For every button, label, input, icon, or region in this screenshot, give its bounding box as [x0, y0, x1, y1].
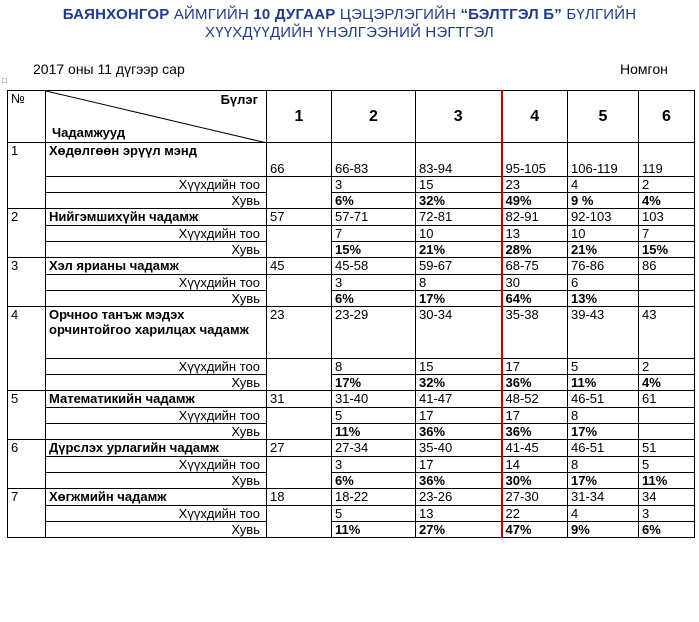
score-range-cell: 45	[267, 258, 332, 275]
table-row	[8, 408, 695, 424]
score-range-cell: 66	[267, 143, 332, 177]
percent-cell	[267, 522, 332, 538]
child-count-cell: 3	[639, 506, 695, 522]
score-range-cell: 68-75	[502, 258, 568, 275]
score-range-cell: 35-40	[416, 440, 502, 457]
score-range-cell: 72-81	[416, 209, 502, 226]
percent-cell: 11%	[332, 522, 416, 538]
score-range-cell: 34	[639, 489, 695, 506]
competency-name: Хөгжмийн чадамж	[46, 489, 267, 506]
score-range-cell: 82-91	[502, 209, 568, 226]
score-range-cell: 51	[639, 440, 695, 457]
percent-cell: 17%	[416, 291, 502, 307]
child-count-cell	[639, 275, 695, 291]
child-count-cell: 3	[332, 457, 416, 473]
child-count-cell	[267, 177, 332, 193]
child-count-cell: 2	[639, 359, 695, 375]
score-range-cell: 59-67	[416, 258, 502, 275]
child-count-cell: 15	[416, 177, 502, 193]
score-range-cell: 57	[267, 209, 332, 226]
score-range-cell: 46-51	[568, 440, 639, 457]
table-row	[8, 275, 695, 291]
score-range-cell: 92-103	[568, 209, 639, 226]
child-count-cell: 5	[332, 506, 416, 522]
competency-name: Хэл ярианы чадамж	[46, 258, 267, 275]
table-row	[8, 307, 695, 359]
percent-cell: 11%	[332, 424, 416, 440]
percent-cell: 64%	[502, 291, 568, 307]
child-count-cell: 8	[332, 359, 416, 375]
child-count-cell: 10	[416, 226, 502, 242]
score-range-cell: 95-105	[502, 143, 568, 177]
percent-cell: 28%	[502, 242, 568, 258]
title-line-2: ХҮҮХДҮҮДИЙН ҮНЭЛГЭЭНИЙ НЭГТГЭЛ	[205, 24, 494, 41]
count-label: Хүүхдийн тоо	[46, 457, 267, 473]
table-row	[8, 242, 695, 258]
title-part-group: “БЭЛТГЭЛ Б”	[460, 6, 562, 23]
percent-cell: 17%	[568, 473, 639, 489]
percent-cell: 36%	[502, 375, 568, 391]
row-number: 3	[8, 258, 46, 307]
percent-cell: 15%	[639, 242, 695, 258]
score-range-cell: 27	[267, 440, 332, 457]
child-count-cell: 17	[416, 457, 502, 473]
score-range-cell: 35-38	[502, 307, 568, 359]
report-title	[0, 6, 699, 42]
child-count-cell: 13	[416, 506, 502, 522]
child-count-cell: 14	[502, 457, 568, 473]
title-part-aimag: БАЯНХОНГОР	[62, 6, 170, 23]
table-row	[8, 522, 695, 538]
header-group-5: 5	[568, 91, 639, 143]
score-range-cell: 41-45	[502, 440, 568, 457]
percent-cell: 13%	[568, 291, 639, 307]
score-range-cell: 61	[639, 391, 695, 408]
paragraph-anchor-icon: □	[2, 76, 7, 85]
percent-label: Хувь	[46, 242, 267, 258]
percent-cell: 6%	[332, 291, 416, 307]
table-header-row	[8, 91, 695, 143]
percent-cell	[639, 424, 695, 440]
child-count-cell: 5	[568, 359, 639, 375]
table-row	[8, 226, 695, 242]
row-number: 5	[8, 391, 46, 440]
percent-cell	[267, 242, 332, 258]
score-range-cell: 18	[267, 489, 332, 506]
score-range-cell: 57-71	[332, 209, 416, 226]
percent-cell: 21%	[568, 242, 639, 258]
child-count-cell: 6	[568, 275, 639, 291]
table-row	[8, 143, 695, 177]
table-row	[8, 291, 695, 307]
count-label: Хүүхдийн тоо	[46, 275, 267, 291]
score-range-cell: 27-30	[502, 489, 568, 506]
child-count-cell	[639, 408, 695, 424]
child-count-cell: 3	[332, 275, 416, 291]
percent-cell: 9 %	[568, 193, 639, 209]
score-range-cell: 31	[267, 391, 332, 408]
percent-cell	[267, 193, 332, 209]
child-count-cell	[267, 226, 332, 242]
row-number: 6	[8, 440, 46, 489]
row-number: 7	[8, 489, 46, 538]
score-range-cell: 48-52	[502, 391, 568, 408]
competency-name: Математикийн чадамж	[46, 391, 267, 408]
table-row	[8, 375, 695, 391]
count-label: Хүүхдийн тоо	[46, 506, 267, 522]
title-line-1	[0, 6, 699, 24]
assessment-table	[7, 90, 695, 538]
table-row	[8, 473, 695, 489]
score-range-cell: 41-47	[416, 391, 502, 408]
percent-cell: 27%	[416, 522, 502, 538]
child-count-cell: 4	[568, 177, 639, 193]
child-count-cell: 30	[502, 275, 568, 291]
score-range-cell: 39-43	[568, 307, 639, 359]
score-range-cell: 30-34	[416, 307, 502, 359]
percent-cell: 4%	[639, 193, 695, 209]
percent-label: Хувь	[46, 291, 267, 307]
child-count-cell: 22	[502, 506, 568, 522]
child-count-cell: 8	[416, 275, 502, 291]
title-part-aimag-suffix: АЙМГИЙН	[169, 6, 254, 23]
count-label: Хүүхдийн тоо	[46, 359, 267, 375]
percent-label: Хувь	[46, 375, 267, 391]
row-number: 2	[8, 209, 46, 258]
score-range-cell: 83-94	[416, 143, 502, 177]
header-group-label: Бүлэг	[220, 92, 258, 107]
child-count-cell: 7	[332, 226, 416, 242]
table-row	[8, 359, 695, 375]
score-range-cell: 106-119	[568, 143, 639, 177]
child-count-cell: 2	[639, 177, 695, 193]
score-range-cell: 31-40	[332, 391, 416, 408]
percent-label: Хувь	[46, 522, 267, 538]
score-range-cell: 86	[639, 258, 695, 275]
child-count-cell	[267, 506, 332, 522]
percent-cell: 9%	[568, 522, 639, 538]
percent-cell: 47%	[502, 522, 568, 538]
table-row	[8, 489, 695, 506]
competency-name: Нийгэмшихүйн чадамж	[46, 209, 267, 226]
score-range-cell: 23-26	[416, 489, 502, 506]
competency-name: Хөдөлгөөн эрүүл мэнд	[46, 143, 267, 177]
percent-cell: 21%	[416, 242, 502, 258]
percent-cell: 49%	[502, 193, 568, 209]
title-part-group-suffix: БҮЛГИЙН	[561, 6, 637, 23]
percent-cell	[267, 291, 332, 307]
child-count-cell	[267, 457, 332, 473]
score-range-cell: 103	[639, 209, 695, 226]
table-row	[8, 424, 695, 440]
row-number: 4	[8, 307, 46, 391]
score-range-cell: 18-22	[332, 489, 416, 506]
score-range-cell: 119	[639, 143, 695, 177]
percent-cell: 17%	[332, 375, 416, 391]
child-count-cell	[267, 359, 332, 375]
percent-cell: 17%	[568, 424, 639, 440]
header-group-2: 2	[332, 91, 416, 143]
report-date: 2017 оны 11 дүгээр сар	[33, 61, 185, 77]
percent-cell: 6%	[639, 522, 695, 538]
percent-cell: 11%	[568, 375, 639, 391]
child-count-cell: 5	[639, 457, 695, 473]
header-no: №	[8, 91, 46, 143]
table-row	[8, 457, 695, 473]
child-count-cell: 4	[568, 506, 639, 522]
percent-cell	[267, 424, 332, 440]
percent-cell: 6%	[332, 473, 416, 489]
header-group-1: 1	[267, 91, 332, 143]
score-range-cell: 31-34	[568, 489, 639, 506]
child-count-cell: 8	[568, 457, 639, 473]
percent-cell: 30%	[502, 473, 568, 489]
child-count-cell: 17	[416, 408, 502, 424]
header-corner-cell	[46, 91, 267, 143]
percent-cell: 6%	[332, 193, 416, 209]
percent-cell: 11%	[639, 473, 695, 489]
score-range-cell: 76-86	[568, 258, 639, 275]
percent-label: Хувь	[46, 473, 267, 489]
header-group-6: 6	[639, 91, 695, 143]
child-count-cell: 13	[502, 226, 568, 242]
header-group-4: 4	[502, 91, 568, 143]
table-row	[8, 209, 695, 226]
header-group-3: 3	[416, 91, 502, 143]
table-row	[8, 391, 695, 408]
competency-name: Орчноо танъж мэдэх орчинтойгоо харилцах чадамж	[46, 307, 267, 359]
child-count-cell: 15	[416, 359, 502, 375]
table-row	[8, 506, 695, 522]
child-count-cell: 10	[568, 226, 639, 242]
percent-cell: 36%	[416, 424, 502, 440]
table-row	[8, 193, 695, 209]
child-count-cell	[267, 275, 332, 291]
table-row	[8, 258, 695, 275]
score-range-cell: 23-29	[332, 307, 416, 359]
percent-cell	[267, 473, 332, 489]
percent-cell: 36%	[416, 473, 502, 489]
percent-label: Хувь	[46, 424, 267, 440]
score-range-cell: 23	[267, 307, 332, 359]
count-label: Хүүхдийн тоо	[46, 408, 267, 424]
count-label: Хүүхдийн тоо	[46, 226, 267, 242]
child-count-cell: 7	[639, 226, 695, 242]
child-count-cell	[267, 408, 332, 424]
title-part-number: 10 ДУГААР	[253, 6, 336, 23]
percent-cell: 4%	[639, 375, 695, 391]
score-range-cell: 46-51	[568, 391, 639, 408]
score-range-cell: 43	[639, 307, 695, 359]
score-range-cell: 27-34	[332, 440, 416, 457]
percent-cell: 32%	[416, 375, 502, 391]
child-count-cell: 5	[332, 408, 416, 424]
score-range-cell: 66-83	[332, 143, 416, 177]
report-subject: Номгон	[620, 61, 668, 77]
percent-cell	[267, 375, 332, 391]
competency-name: Дүрслэх урлагийн чадамж	[46, 440, 267, 457]
title-part-school: ЦЭЦЭРЛЭГИЙН	[335, 6, 461, 23]
percent-cell	[639, 291, 695, 307]
table-row	[8, 440, 695, 457]
child-count-cell: 3	[332, 177, 416, 193]
table-body	[8, 143, 695, 538]
child-count-cell: 17	[502, 359, 568, 375]
child-count-cell: 8	[568, 408, 639, 424]
count-label: Хүүхдийн тоо	[46, 177, 267, 193]
child-count-cell: 17	[502, 408, 568, 424]
score-range-cell: 45-58	[332, 258, 416, 275]
row-number: 1	[8, 143, 46, 209]
child-count-cell: 23	[502, 177, 568, 193]
percent-label: Хувь	[46, 193, 267, 209]
header-competency-label: Чадамжууд	[52, 125, 126, 140]
percent-cell: 15%	[332, 242, 416, 258]
percent-cell: 36%	[502, 424, 568, 440]
table-row	[8, 177, 695, 193]
percent-cell: 32%	[416, 193, 502, 209]
